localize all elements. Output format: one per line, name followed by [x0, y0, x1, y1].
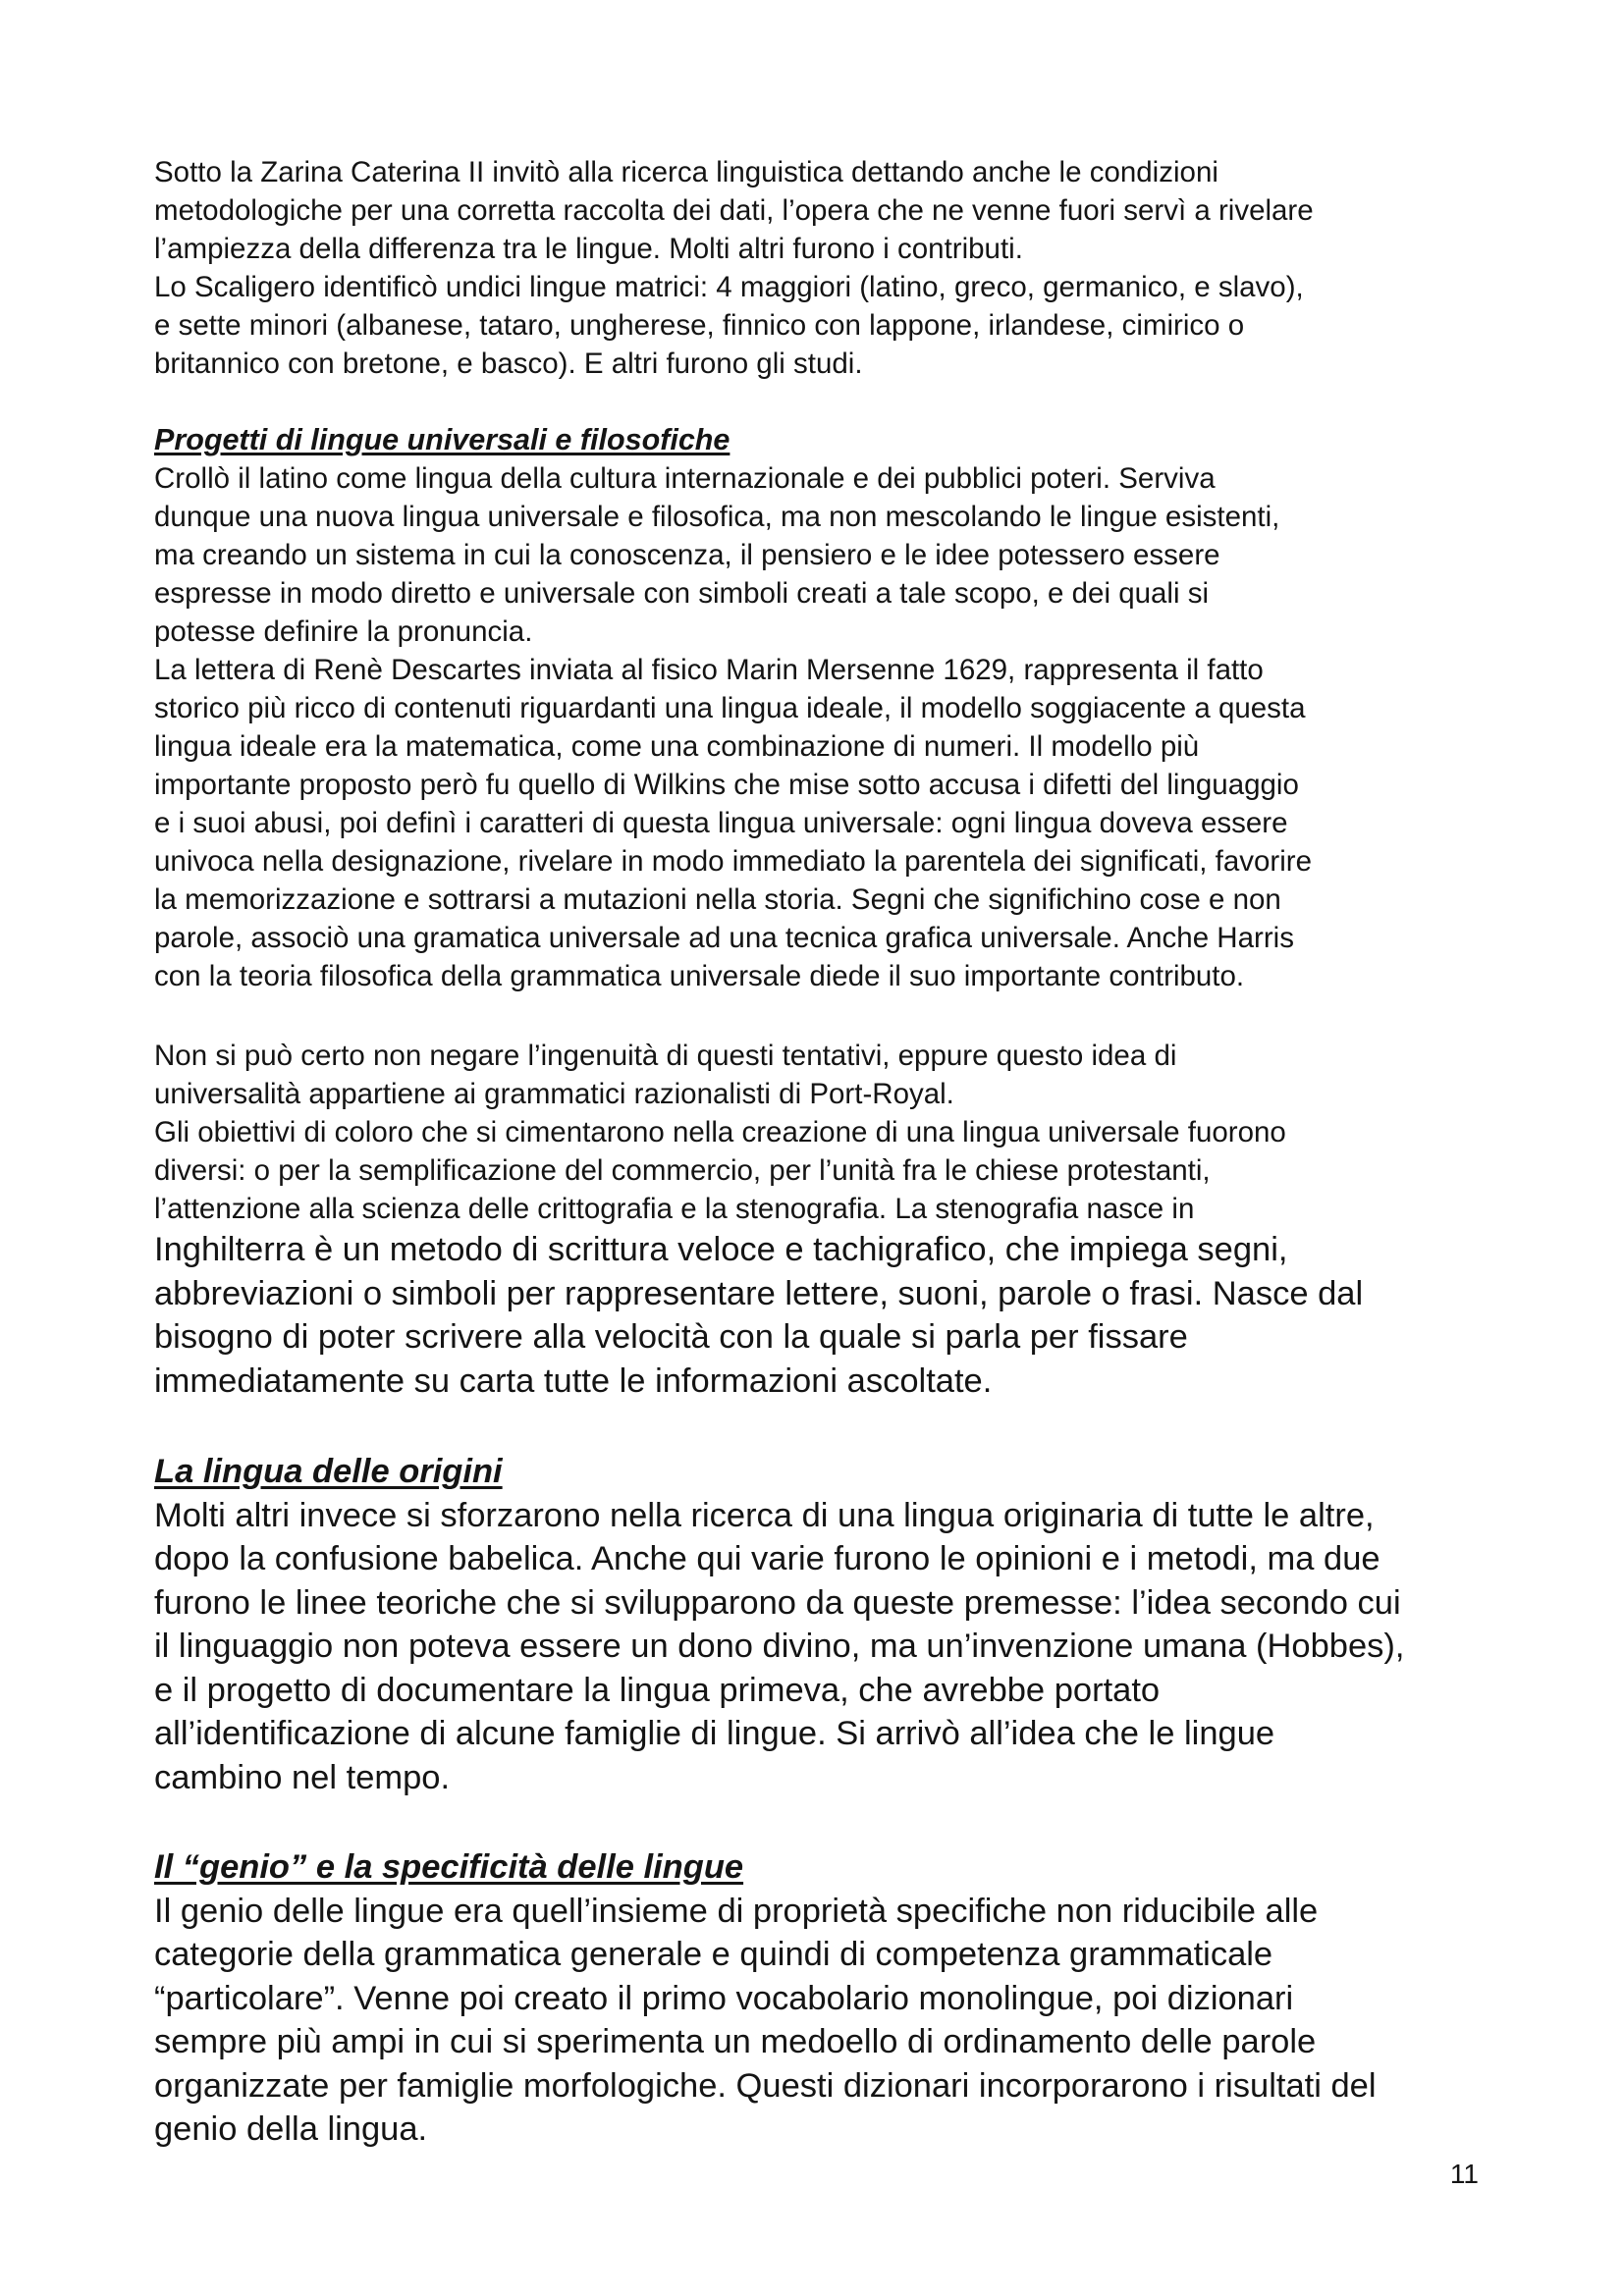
text-line: Lo Scaligero identificò undici lingue matrici: 4 maggiori (latino, greco, germanico, e slavo), — [154, 271, 1304, 303]
text-line: furono le linee teoriche che si svilupparono da queste premesse: l’idea secondo cui — [154, 1583, 1401, 1622]
text-line: e sette minori (albanese, tataro, ungherese, finnico con lappone, irlandese, cimirico o — [154, 309, 1245, 342]
text-line: e i suoi abusi, poi definì i caratteri di questa lingua universale: ogni lingua doveva essere — [154, 807, 1288, 839]
section-universal-languages — [154, 421, 1489, 995]
text-line: La lettera di Renè Descartes inviata al fisico Marin Mersenne 1629, rappresenta il fatto — [154, 654, 1264, 686]
text-line: organizzate per famiglie morfologiche. Questi dizionari incorporarono i risultati del — [154, 2066, 1377, 2105]
section-heading: La lingua delle origini — [154, 1453, 503, 1490]
text-line: diversi: o per la semplificazione del commercio, per l’unità fra le chiese protestanti, — [154, 1154, 1211, 1187]
text-line: Crollò il latino come lingua della cultura internazionale e dei pubblici poteri. Serviva — [154, 462, 1216, 495]
page-number: 11 — [1449, 2159, 1479, 2189]
text-line: univoca nella designazione, rivelare in modo immediato la parentela dei significati, favorire — [154, 845, 1313, 878]
text-line: Gli obiettivi di coloro che si cimentarono nella creazione di una lingua universale fuorono — [154, 1116, 1286, 1148]
text-line: l’attenzione alla scienza delle crittografia e la stenografia. La stenografia nasce in — [154, 1193, 1195, 1225]
text-line: bisogno di poter scrivere alla velocità con la quale si parla per fissare — [154, 1318, 1188, 1356]
text-line: parole, associò una gramatica universale ad una tecnica grafica universale. Anche Harris — [154, 922, 1294, 954]
text-line: britannico con bretone, e basco). E altri furono gli studi. — [154, 347, 863, 380]
text-line: metodologiche per una corretta raccolta dei dati, l’opera che ne venne fuori servì a rivelare — [154, 194, 1314, 227]
text-line: Il genio delle lingue era quell’insieme di proprietà specifiche non riducibile alle — [154, 1892, 1319, 1930]
text-line: categorie della grammatica generale e quindi di competenza grammaticale — [154, 1936, 1273, 1973]
text-line: la memorizzazione e sottrarsi a mutazioni nella storia. Segni che significhino cose e non — [154, 883, 1281, 916]
section-genius-of-languages — [154, 1845, 1489, 2152]
text-line: potesse definire la pronuncia. — [154, 615, 533, 648]
text-line: Molti altri invece si sforzarono nella ricerca di una lingua originaria di tutte le altre, — [154, 1496, 1375, 1534]
text-line: il linguaggio non poteva essere un dono divino, ma un’invenzione umana (Hobbes), — [154, 1628, 1405, 1665]
text-line: cambino nel tempo. — [154, 1758, 451, 1796]
text-line: Inghilterra è un metodo di scrittura veloce e tachigrafico, che impiega segni, — [154, 1231, 1288, 1268]
section-heading: Il “genio” e la specificità delle lingue — [154, 1848, 744, 1886]
text-line: “particolare”. Venne poi creato il primo vocabolario monolingue, poi dizionari — [154, 1979, 1294, 2017]
text-line: ma creando un sistema in cui la conoscenza, il pensiero e le idee potessero essere — [154, 539, 1220, 571]
text-line: importante proposto però fu quello di Wilkins che mise sotto accusa i difetti del linguaggio — [154, 769, 1299, 801]
section-universal-languages-continuation — [154, 1037, 1489, 1228]
text-line: dunque una nuova lingua universale e filosofica, ma non mescolando le lingue esistenti, — [154, 501, 1280, 533]
text-line: all’identificazione di alcune famiglie di lingue. Si arrivò all’idea che le lingue — [154, 1715, 1275, 1752]
text-line: universalità appartiene ai grammatici razionalisti di Port-Royal. — [154, 1078, 954, 1110]
text-line: immediatamente su carta tutte le informazioni ascoltate. — [154, 1362, 993, 1400]
text-line: dopo la confusione babelica. Anche qui varie furono le opinioni e i metodi, ma due — [154, 1540, 1380, 1577]
text-line: storico più ricco di contenuti riguardanti una lingua ideale, il modello soggiacente a questa — [154, 692, 1306, 724]
text-line: genio della lingua. — [154, 2110, 428, 2148]
text-line: lingua ideale era la matematica, come una combinazione di numeri. Il modello più — [154, 730, 1200, 763]
intro-paragraph — [154, 153, 1489, 383]
text-line: espresse in modo diretto e universale con simboli creati a tale scopo, e dei quali si — [154, 577, 1210, 610]
section-language-of-origins — [154, 1450, 1489, 1799]
section-heading: Progetti di lingue universali e filosofiche — [154, 423, 730, 456]
text-line: e il progetto di documentare la lingua primeva, che avrebbe portato — [154, 1671, 1161, 1709]
text-line: Sotto la Zarina Caterina II invitò alla ricerca linguistica dettando anche le condizioni — [154, 156, 1218, 188]
section-universal-languages-shorthand — [154, 1228, 1489, 1403]
text-line: sempre più ampi in cui si sperimenta un medoello di ordinamento delle parole — [154, 2023, 1317, 2060]
text-line: con la teoria filosofica della grammatica universale diede il suo importante contributo. — [154, 960, 1245, 992]
text-line: l’ampiezza della differenza tra le lingue. Molti altri furono i contributi. — [154, 233, 1023, 265]
text-line: abbreviazioni o simboli per rappresentare lettere, suoni, parole o frasi. Nasce dal — [154, 1274, 1364, 1312]
text-line: Non si può certo non negare l’ingenuità di questi tentativi, eppure questo idea di — [154, 1040, 1177, 1072]
